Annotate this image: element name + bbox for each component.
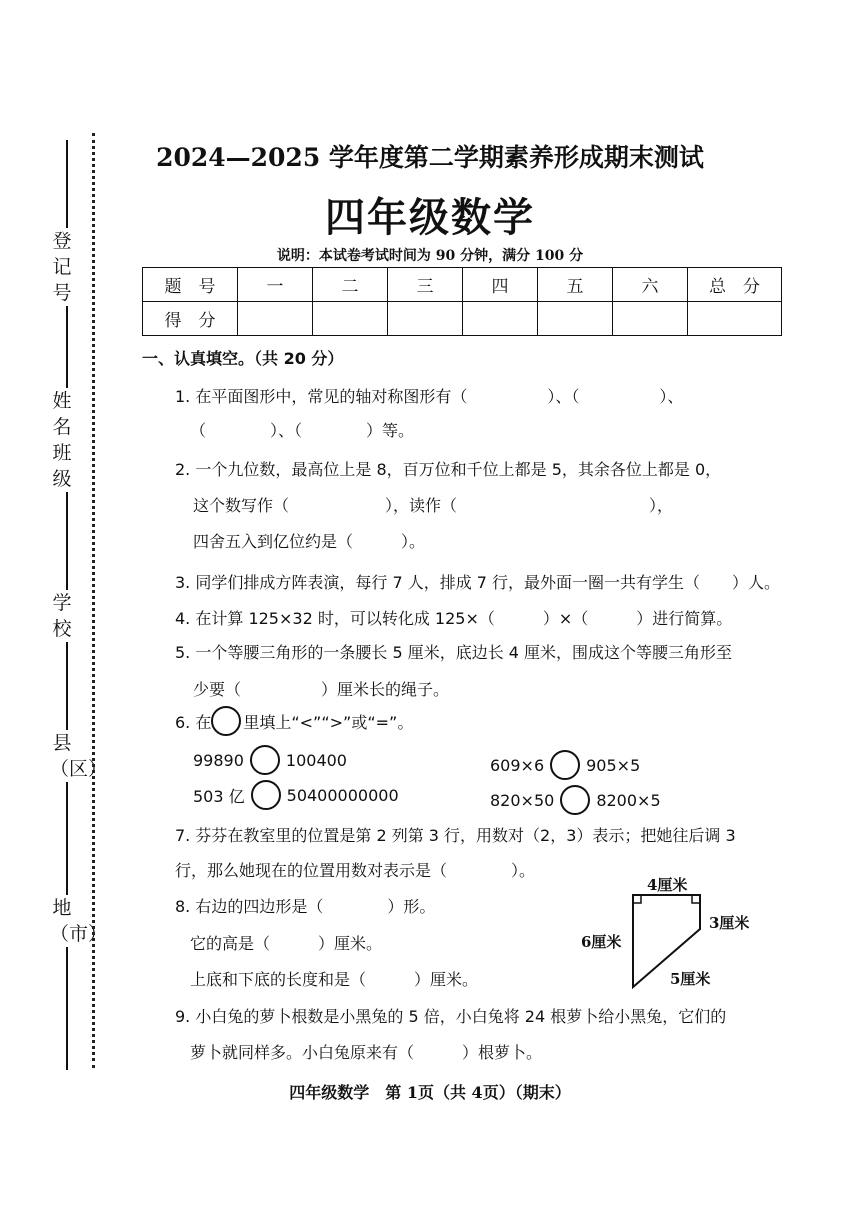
score-cell: 一 xyxy=(238,268,313,302)
question-line: 3. 同学们排成方阵表演，每行 7 人，排成 7 行，最外面一圈一共有学生（ ）人。 xyxy=(175,573,781,592)
binding-label-county: 县（区） xyxy=(50,732,108,780)
score-table xyxy=(142,267,782,336)
question-line: 8. 右边的四边形是（ ）形。 xyxy=(175,897,436,916)
question-line: 1. 在平面图形中，常见的轴对称图形有（ ）、（ ）、 xyxy=(175,387,684,406)
compare-circle[interactable] xyxy=(251,780,281,810)
question-line: 2. 一个九位数，最高位上是 8，百万位和千位上都是 5，其余各位上都是 0， xyxy=(175,460,722,479)
score-input-cell[interactable] xyxy=(238,302,313,336)
score-input-cell[interactable] xyxy=(688,302,782,336)
question-line: 7. 芬芬在教室里的位置是第 2 列第 3 行，用数对（2，3）表示；把她往后调 3 xyxy=(175,826,736,845)
compare-item xyxy=(193,780,399,810)
binding-label-school: 学校 xyxy=(50,590,74,642)
binding-label-name: 姓名 xyxy=(50,388,74,440)
score-table-header-row xyxy=(143,268,782,302)
compare-right: 100400 xyxy=(285,750,347,770)
question-line: 少要（ ）厘米长的绳子。 xyxy=(193,680,450,699)
compare-right: 905×5 xyxy=(586,755,641,775)
compare-circle[interactable] xyxy=(250,745,280,775)
score-cell: 四 xyxy=(463,268,538,302)
figure-label-right: 3厘米 xyxy=(709,914,750,932)
score-input-cell[interactable] xyxy=(463,302,538,336)
compare-left: 99890 xyxy=(193,750,244,770)
compare-left: 503 亿 xyxy=(193,786,245,806)
question-line: 行，那么她现在的位置用数对表示是（ ）。 xyxy=(175,861,536,880)
question-6-instruction xyxy=(175,706,413,736)
question-line: 9. 小白兔的萝卜根数是小黑兔的 5 倍，小白兔将 24 根萝卜给小黑兔，它们的 xyxy=(175,1007,727,1026)
exam-title: 2024—2025 学年度第二学期素养形成期末测试 xyxy=(156,143,704,172)
score-input-cell[interactable] xyxy=(313,302,388,336)
score-cell: 三 xyxy=(388,268,463,302)
compare-right: 50400000000 xyxy=(286,785,399,805)
compare-circle[interactable] xyxy=(550,750,580,780)
compare-right: 8200×5 xyxy=(596,790,661,810)
compare-circle[interactable] xyxy=(560,785,590,815)
figure-label-top: 4厘米 xyxy=(647,876,688,894)
dotted-cut-line xyxy=(92,133,95,1068)
question-line: 5. 一个等腰三角形的一条腰长 5 厘米，底边长 4 厘米，围成这个等腰三角形至 xyxy=(175,643,733,662)
question-line: 4. 在计算 125×32 时，可以转化成 125×（ ）×（ ）进行简算。 xyxy=(175,609,733,628)
question-line: 四舍五入到亿位约是（ ）。 xyxy=(193,532,426,551)
score-cell: 题 号 xyxy=(143,268,238,302)
right-angle-mark xyxy=(633,895,641,903)
score-input-cell[interactable] xyxy=(388,302,463,336)
compare-item xyxy=(490,750,640,780)
binding-label-class: 班级 xyxy=(50,440,74,492)
question-line: 它的高是（ ）厘米。 xyxy=(190,934,383,953)
compare-left: 609×6 xyxy=(490,755,545,775)
q6-suffix: 里填上“<”“>”或“=”。 xyxy=(243,712,414,732)
binding-label-registration: 登记号 xyxy=(50,228,74,306)
score-input-cell[interactable] xyxy=(538,302,613,336)
right-angle-mark xyxy=(692,895,700,903)
circle-icon xyxy=(211,706,241,736)
page-footer: 四年级数学 第 1页（共 4页）（期末） xyxy=(289,1083,571,1102)
score-cell: 二 xyxy=(313,268,388,302)
question-line: 上底和下底的长度和是（ ）厘米。 xyxy=(190,970,479,989)
q6-prefix: 6. 在 xyxy=(175,712,212,732)
binding-label-city: 地（市） xyxy=(50,897,108,945)
score-cell: 总 分 xyxy=(688,268,782,302)
compare-left: 820×50 xyxy=(490,790,555,810)
score-table-score-row xyxy=(143,302,782,336)
subject-title: 四年级数学 xyxy=(325,195,535,241)
score-cell: 五 xyxy=(538,268,613,302)
question-line: 萝卜就同样多。小白兔原来有（ ）根萝卜。 xyxy=(190,1043,543,1062)
question-line: 这个数写作（ ），读作（ ）， xyxy=(193,496,674,515)
question-line: （ ）、（ ）等。 xyxy=(190,421,415,440)
score-input-cell[interactable] xyxy=(613,302,688,336)
exam-note: 说明：本试卷考试时间为 90 分钟，满分 100 分 xyxy=(276,248,584,264)
figure-label-slant: 5厘米 xyxy=(670,970,711,988)
figure-label-left: 6厘米 xyxy=(581,933,622,951)
compare-item xyxy=(193,745,347,775)
score-cell: 六 xyxy=(613,268,688,302)
score-cell: 得 分 xyxy=(143,302,238,336)
section-title: 一、认真填空。（共 20 分） xyxy=(142,349,344,368)
compare-item xyxy=(490,785,661,815)
